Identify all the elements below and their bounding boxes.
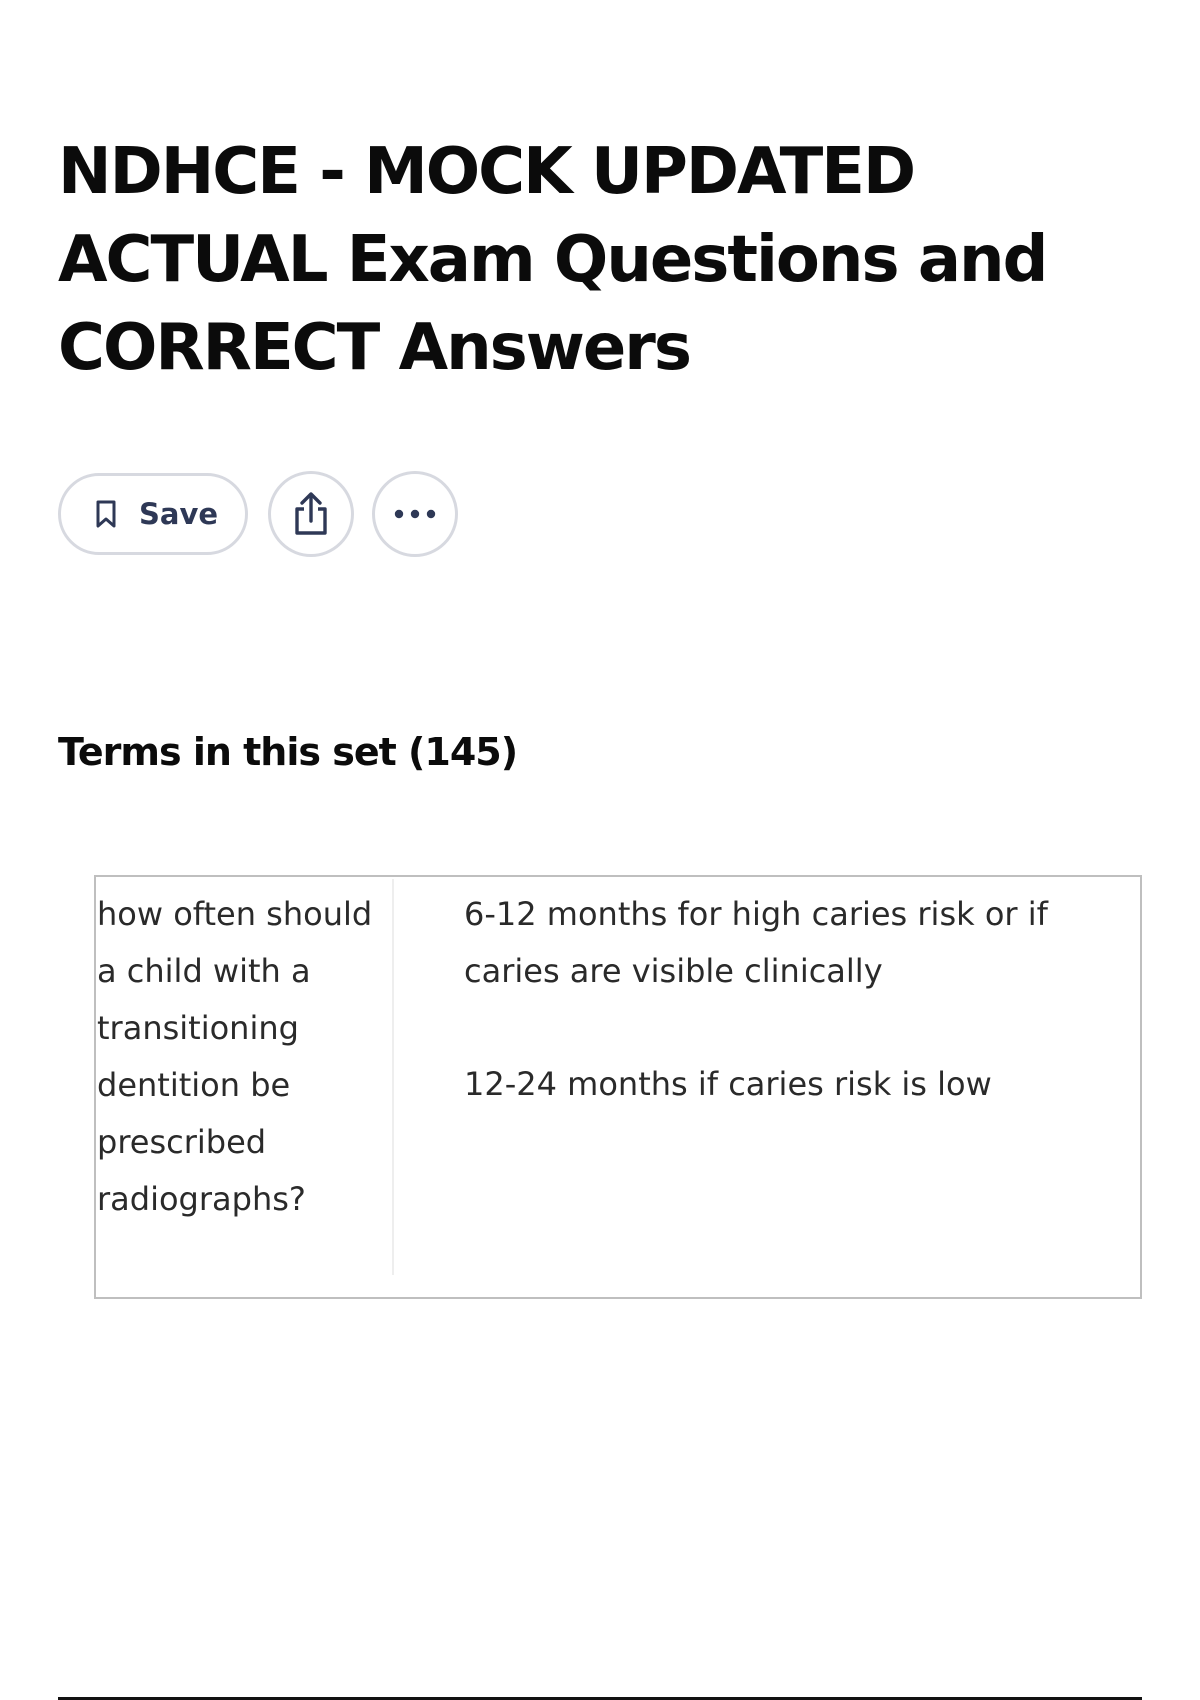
save-button[interactable]	[58, 473, 248, 555]
term-question: how often should a child with a transitioning dentition be prescribed radiographs?	[97, 895, 373, 1218]
term-divider	[392, 879, 394, 1275]
share-button[interactable]	[268, 471, 354, 557]
action-bar	[58, 471, 458, 557]
term-definition	[464, 886, 1104, 1113]
share-icon	[291, 491, 331, 537]
more-horizontal-icon	[394, 509, 436, 519]
definition-line: 12-24 months if caries risk is low	[464, 1065, 992, 1103]
terms-heading: Terms in this set (145)	[58, 730, 518, 774]
bookmark-icon	[95, 499, 117, 529]
page-title: NDHCE - MOCK UPDATED ACTUAL Exam Questions and CORRECT Answers	[58, 135, 1047, 385]
more-options-button[interactable]	[372, 471, 458, 557]
term-card[interactable]	[94, 875, 1142, 1299]
save-label: Save	[139, 497, 219, 531]
definition-line: 6-12 months for high caries risk or if caries are visible clinically	[464, 895, 1048, 990]
